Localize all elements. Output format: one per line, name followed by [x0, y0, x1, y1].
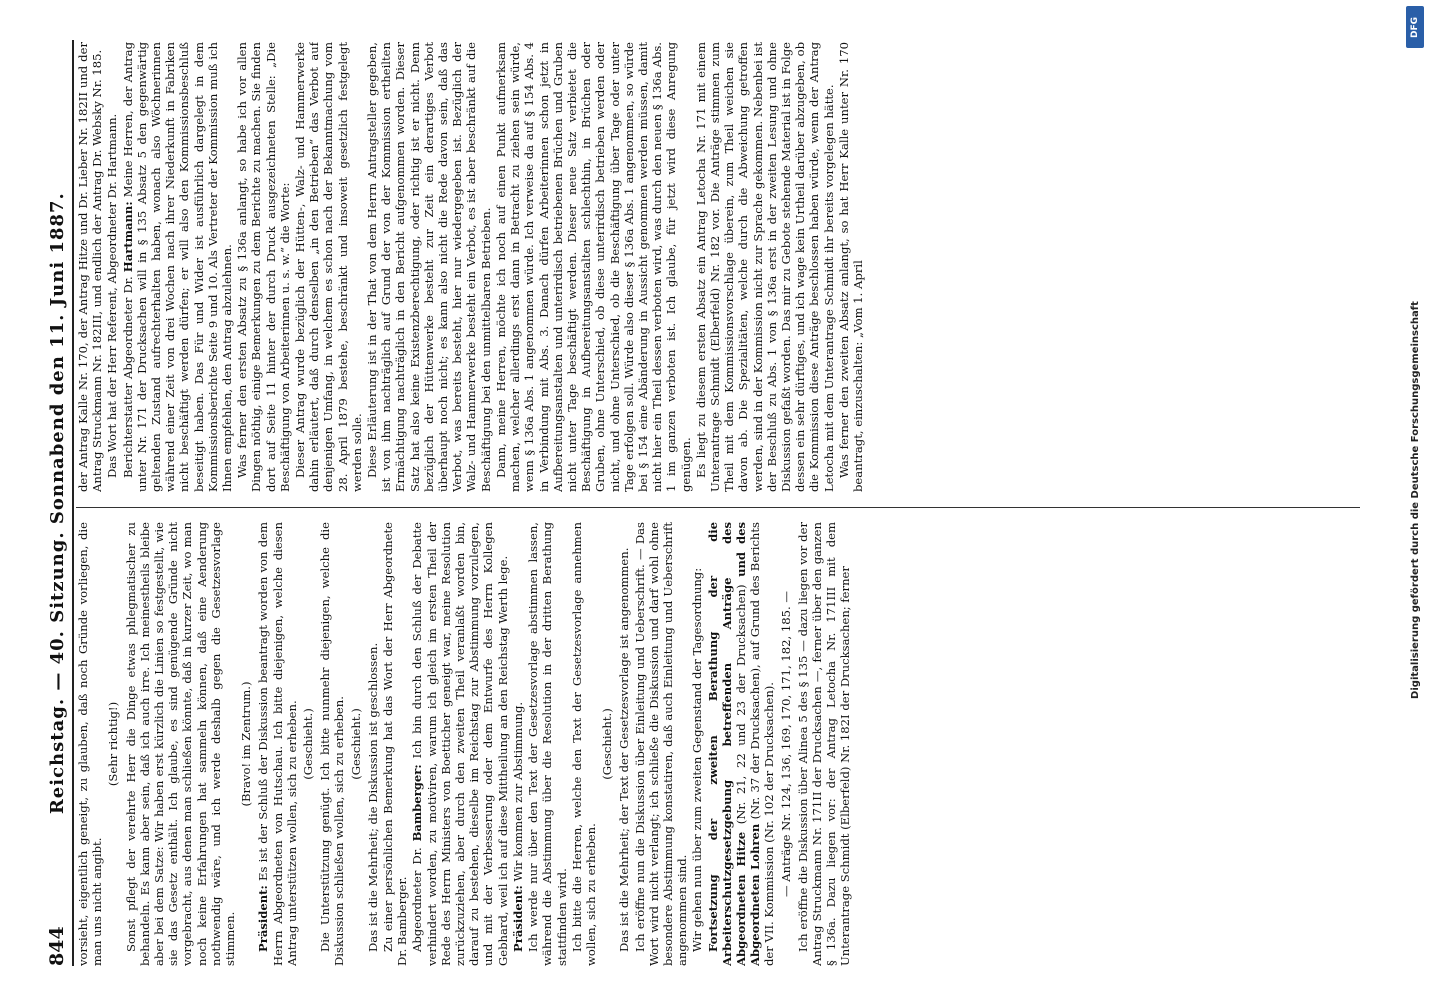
paragraph: der Antrag Kalle Nr. 170, der Antrag Hitze und Dr. Lieber Nr. 182II und der Antrag Struckmann Nr. 182III, und endlich der Antrag Dr. Websky Nr. 185. — [76, 42, 105, 492]
paragraph: vorsieht, eigentlich geneigt, zu glauben, daß noch Gründe vorliegen, die man uns nicht angibt. — [76, 522, 105, 966]
paragraph: Fortsetzung der zweiten Berathung der die Arbeiterschutzgesetzgebung betreffenden Anträge des Abgeordneten Hitze (Nr. 21, 22 und 23 der Drucksachen) und des Abgeordneten Lohren (Nr. 37 der Drucksachen), auf Grund des Berichts der VII. Kommission (Nr. 102 der Drucksachen). — [705, 522, 777, 966]
text-column-left — [76, 522, 1360, 966]
paragraph: Sonst pflegt der verehrte Herr die Dinge etwas phlegmatischer zu behandeln. Es kann aber sein, daß ich auch irre. Ich meinestheils bleibe aber bei dem Satze: Wir haben erst kürzlich die Linien so festgestellt, wie sie das Gesetz enthält. Ich glaube, es sind genügende Gründe nicht vorgebracht, aus denen man schließen könnte, daß in kurzer Zeit, wo man noch keine Erfahrungen hat sammeln können, daß eine Aenderung nothwendig wäre, und ich werde deshalb gegen die Gesetzesvorlage stimmen. — [123, 522, 238, 966]
page-title: Reichstag. — 40. Sitzung. Sonnabend den 11. Juni 1887. — [47, 192, 68, 815]
paragraph: Präsident: Es ist der Schluß der Diskussion beantragt worden von dem Herrn Abgeordneten von Hutschau. Ich bitte diejenigen, welche diesen Antrag unterstützen wollen, sich zu erheben. — [256, 522, 299, 966]
digitization-note — [1404, 0, 1426, 1000]
paragraph: Ich werde nur über den Text der Gesetzesvorlage abstimmen lassen, während die Abstimmung über die Resolution in der dritten Berathung stattfinden wird. — [526, 522, 569, 966]
column-divider — [76, 507, 1360, 508]
paragraph: Was ferner den ersten Absatz zu § 136a anlangt, so habe ich vor allen Dingen nöthig, einige Bemerkungen zu dem Berichte zu machen. Sie finden dort auf Seite 11 hinter der durch Druck ausgezeichneten Stelle: „Die Beschäftigung von Arbeiterinnen u. s. w.“ die Worte: — [235, 42, 292, 492]
paragraph: (Geschieht.) — [348, 708, 363, 780]
paragraph: Das ist die Mehrheit; der Text der Gesetzesvorlage ist angenommen. — [617, 547, 632, 952]
paragraph: Ich bitte die Herren, welche den Text der Gesetzesvorlage annehmen wollen, sich zu erheben. — [569, 522, 598, 966]
paragraph: (Geschieht.) — [301, 708, 316, 780]
page-header — [24, 40, 74, 966]
dfg-logo: DFG — [1406, 6, 1424, 48]
paragraph: Ich eröffne nun die Diskussion über Einleitung und Ueberschrift. — Das Wort wird nicht verlangt; ich schließe die Diskussion und darf wohl ohne besondere Abstimmung konstatiren, daß auch Einleitung und Ueberschrift angenommen sind. — [632, 522, 690, 966]
paragraph: Was ferner den zweiten Absatz anlangt, so hat Herr Kalle unter Nr. 170 beantragt, einzuschalten: „Vom 1. April — [836, 42, 865, 492]
paragraph: Abgeordneter Dr. Bamberger: Ich bin durch den Schluß der Debatte verhindert worden, zu motiviren, warum ich gleich im ersten Theil der Rede des Herrn Ministers von Boetticher geneigt war, meine Resolution zurückzuziehen, aber durch den zweiten Theil veranlaßt worden bin, darauf zu bestehen, dieselbe im Reichstag zur Abstimmung vorzulegen, und mit der Verbesserung oder dem Entwurfe des Herrn Kollegen Gebhard, weil ich auf diese Mittheilung an den Reichstag Werth lege. — [410, 522, 510, 966]
paragraph: Präsident: Wir kommen zur Abstimmung. — [510, 701, 525, 952]
paragraph: Dann, meine Herren, möchte ich noch auf einen Punkt aufmerksam machen, welcher allerdings erst dann in Betracht zu ziehen sein würde, wenn § 136a Abs. 1 angenommen würde. Ich verweise da auf § 154 Abs. 4 in Verbindung mit Abs. 3. Danach dürfen Arbeiterinnen schon jetzt in Aufbereitungsanstalten und unterirdisch betriebenen Brüchen und Gruben nicht unter Tage beschäftigt werden. Dieser neue Satz verbietet die Beschäftigung in Aufbereitungsanstalten schlechthin, in Brüchen oder Gruben, ohne Unterschied, ob diese unterirdisch betrieben werden oder nicht, und ohne Unterschied, ob die Beschäftigung über Tage oder unter Tage erfolgen soll. Würde also dieser § 136a Abs. 1 angenommen, so würde bei § 154 eine Abänderung in Aussicht genommen werden müssen, damit nicht hier ein Theil dessen verboten wird, was durch den neuen § 136a Abs. 1 im ganzen verboten ist. Ich glaube, für jetzt wird diese Anregung genügen. — [493, 42, 693, 492]
paragraph: Zu einer persönlichen Bemerkung hat das Wort der Herr Abgeordnete Dr. Bamberger. — [381, 522, 410, 966]
paragraph: Ich eröffne die Diskussion über Alinea 5 des § 135 — dazu liegen vor der Antrag Struckmann Nr. 171II der Drucksachen —, ferner über den ganzen § 136a. Dazu liegen vor: der Antrag Letocha Nr. 171III mit dem Unterantrage Schmidt (Elberfeld) Nr. 182I der Drucksachen; ferner — [795, 522, 853, 966]
paragraph: — Anträge Nr. 124, 136, 169, 170, 171, 182, 185. — — [778, 590, 793, 898]
paragraph: Dieser Antrag wurde bezüglich der Hütten-, Walz- und Hammerwerke dahin erläutert, daß durch denselben „in den Betrieben“ das Verbot auf denjenigen Umfang, in welchem es schon nach der Bekanntmachung vom 28. April 1879 bestehe, beschränkt und insoweit gesetzlich festgelegt werden solle. — [293, 42, 364, 492]
digitization-note-text: Digitalisierung gefördert durch die Deutsche Forschungsgemeinschaft — [1409, 301, 1421, 699]
paragraph: Es liegt zu diesem ersten Absatz ein Antrag Letocha Nr. 171 mit einem Unterantrage Schmidt (Elberfeld) Nr. 182 vor. Die Anträge stimmen zum Theil mit dem Kommissionsvorschlage überein, zum Theil weichen sie davon ab. Die Spezialitäten, welche durch die Abweichung getroffen werden, sind in der Kommission nicht zur Sprache gekommen. Nebenbei ist der Beschluß zu Abs. 1 von § 136a erst in der zweiten Lesung und ohne Diskussion gefaßt worden. Das mir zu Gebote stehende Material ist in Folge dessen ein sehr dürftiges, und ich wage kein Urtheil darüber abzugeben, ob die Kommission diese Anträge beschlossen haben würde, wenn der Antrag Letocha mit dem Unterantrage Schmidt ihr bereits vorgelegen hätte. — [693, 42, 836, 492]
paragraph: (Geschieht.) — [600, 708, 615, 780]
paragraph: Die Unterstützung genügt. Ich bitte nunmehr diejenigen, welche die Diskussion schließen wollen, sich zu erheben. — [318, 522, 347, 966]
paragraph: Diese Erläuterung ist in der That von dem Herrn Antragsteller gegeben, ist von ihm nachträglich auf Grund der von der Kommission ertheilten Ermächtigung nachträglich in den Bericht aufgenommen worden. Dieser Satz hat also keine Existenzberechtigung, oder richtig ist er nicht. Denn bezüglich der Hüttenwerke besteht zur Zeit ein derartiges Verbot überhaupt noch nicht; es kann also nicht die Rede davon sein, daß das Verbot, was bereits besteht, hier nur wiedergegeben ist. Bezüglich der Walz- und Hammerwerke besteht ein Verbot, es ist aber beschränkt auf die Beschäftigung bei den unmittelbaren Betrieben. — [365, 42, 493, 492]
paragraph: (Sehr richtig!) — [106, 701, 121, 787]
page-number: 844 — [46, 926, 68, 966]
text-column-right — [76, 42, 1360, 492]
paragraph: Berichterstatter Abgeordneter Dr. Hartmann: Meine Herren, der Antrag unter Nr. 171 der Drucksachen will in § 135 Absatz 5 den gegenwärtig geltenden Zustand aufrechterhalten haben, wonach also Wöchnerinnen während einer Zeit von drei Wochen nach ihrer Niederkunft in Fabriken nicht beschäftigt werden dürfen; er will also den Kommissionsbeschluß beseitigt haben. Das Für und Wider ist ausführlich dargelegt in dem Kommissionsberichte Seite 9 und 10. Als Vertreter der Kommission muß ich Ihnen empfehlen, den Antrag abzulehnen. — [120, 42, 235, 492]
paragraph: (Bravo! im Zentrum.) — [239, 681, 254, 807]
paragraph: Wir gehen nun über zum zweiten Gegenstand der Tagesordnung: — [690, 567, 705, 952]
paragraph: Das ist die Mehrheit; die Diskussion ist geschlossen. — [365, 642, 380, 952]
paragraph: Das Wort hat der Herr Referent, Abgeordneter Dr. Hartmann. — [105, 113, 120, 478]
